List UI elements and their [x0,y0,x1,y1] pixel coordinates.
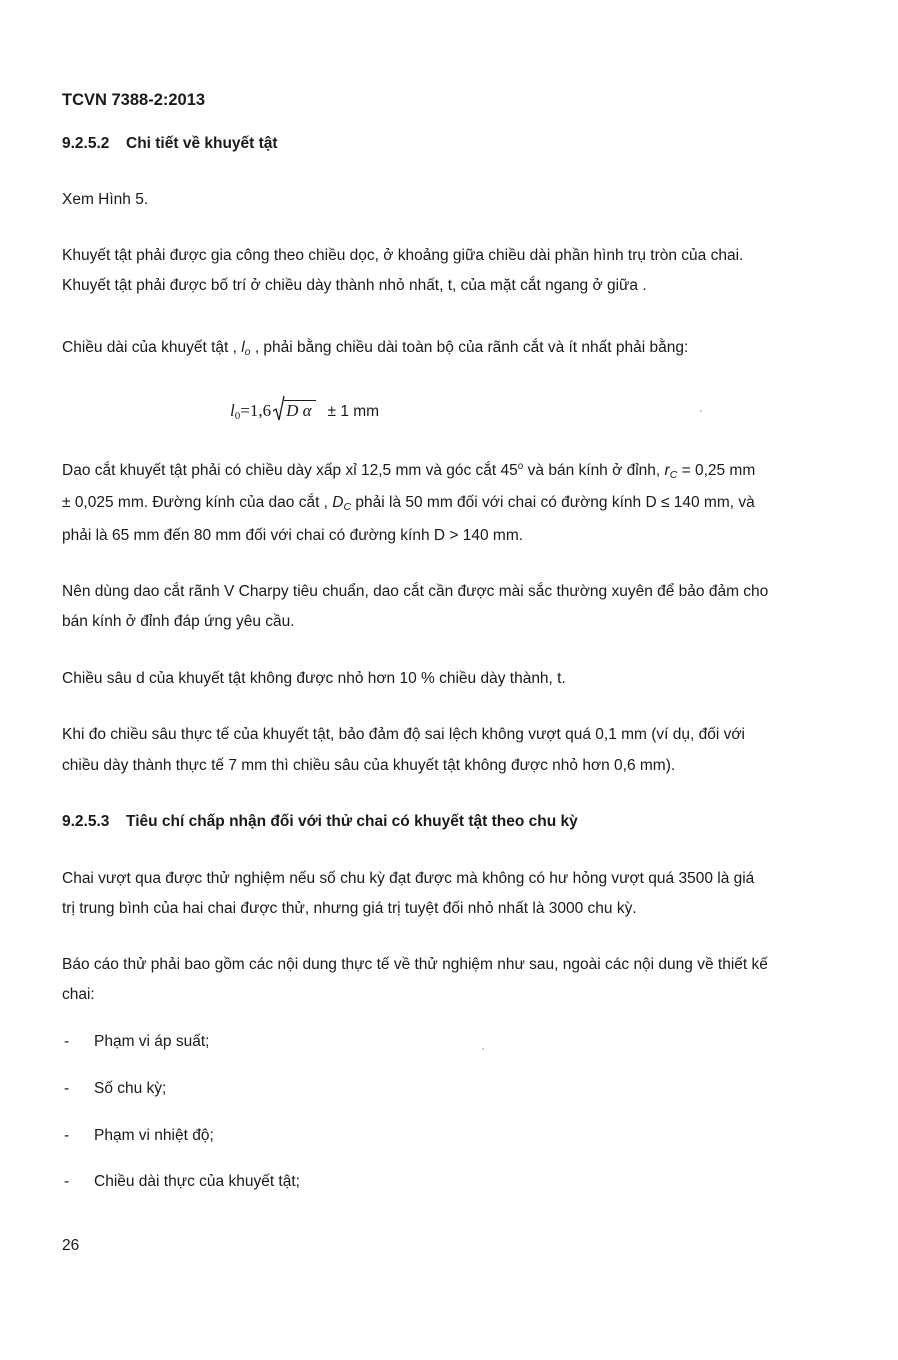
document-header: TCVN 7388-2:2013 [62,91,206,109]
list-bullet: - [64,1173,70,1190]
degree-superscript: o [517,461,524,472]
symbol-subscript: C [669,469,678,481]
symbol-subscript: C [343,501,352,513]
symbol-l: l [241,339,245,356]
list-bullet: - [64,1080,70,1097]
list-item-text: Chiều dài thực của khuyết tật; [94,1173,300,1190]
list-item [64,1120,214,1152]
list-item-text: Số chu kỳ; [94,1080,167,1097]
section-number: 9.2.5.3 [62,813,110,830]
paragraph-defect-position-line1: Khuyết tật phải được gia công theo chiều dọc, ở khoảng giữa chiều dài phần hình trụ tròn của chai. [62,247,744,264]
paragraph-depth: Chiều sâu d của khuyết tật không được nhỏ hơn 10 % chiều dày thành, t. [62,670,566,687]
paragraph-defect-position-line2: Khuyết tật phải được bố trí ở chiều dày thành nhỏ nhất, t, của mặt cắt ngang ở giữa . [62,277,647,294]
list-item [64,1073,166,1105]
formula-lhs: l [230,401,235,420]
list-item-text: Phạm vi áp suất; [94,1033,210,1050]
symbol-d: D [332,494,344,511]
formula-tolerance: ± 1 mm [327,403,380,420]
paragraph-acceptance-line2: trị trung bình của hai chai được thử, nhưng giá trị tuyệt đối nhỏ nhất là 3000 chu kỳ. [62,900,637,917]
list-item [64,1026,209,1058]
paragraph-cutter-line1 [62,451,837,491]
formula-coefficient: =1,6 [240,401,272,420]
symbol-subscript: o [244,346,251,358]
paragraph-report-line2: chai: [62,986,95,1003]
text-segment: , phải bằng chiều dài toàn bộ của rãnh cắt và ít nhất phải bằng: [250,339,689,356]
section-heading-9-2-5-3 [62,806,837,838]
list-bullet: - [64,1127,70,1144]
paragraph-report-line1: Báo cáo thử phải bao gồm các nội dung thực tế về thử nghiệm như sau, ngoài các nội dung về thiết kế [62,956,768,973]
defect-length-formula [230,394,379,433]
formula-lhs-subscript: 0 [234,410,241,422]
paragraph-measure-line1: Khi đo chiều sâu thực tế của khuyết tật, bảo đảm độ sai lệch không vượt quá 0,1 mm (ví dụ, đối với [62,726,745,743]
paragraph-charpy-line2: bán kính ở đỉnh đáp ứng yêu cầu. [62,613,295,630]
section-title: Chi tiết về khuyết tật [126,135,278,152]
page-number: 26 [62,1237,80,1254]
scan-speck [700,410,702,412]
paragraph-acceptance-line1: Chai vượt qua được thử nghiệm nếu số chu kỳ đạt được mà không có hư hỏng vượt quá 3500 là giá [62,870,755,887]
symbol-r: r [664,462,670,479]
text-segment: ± 0,025 mm. Đường kính của dao cắt , [62,494,333,511]
formula-radicand: D α [284,400,315,420]
radical-sign-icon [273,396,285,422]
section-number: 9.2.5.2 [62,135,110,152]
paragraph-defect-length [62,332,837,368]
list-bullet: - [64,1033,70,1050]
list-item-text: Phạm vi nhiệt độ; [94,1127,214,1144]
text-segment: Chiều dài của khuyết tật , [62,339,242,356]
text-segment: phải là 50 mm đối với chai có đường kính D ≤ 140 mm, và [351,494,755,511]
paragraph-cutter-line2 [62,487,837,523]
text-segment: = 0,25 mm [677,462,756,479]
text-segment: và bán kính ở đỉnh, [523,462,665,479]
paragraph-measure-line2: chiều dày thành thực tế 7 mm thì chiều sâu của khuyết tật không được nhỏ hơn 0,6 mm). [62,757,676,774]
paragraph-see-figure: Xem Hình 5. [62,191,149,208]
list-item [64,1166,300,1198]
scan-speck [482,1048,484,1050]
text-segment: Dao cắt khuyết tật phải có chiều dày xấp xỉ 12,5 mm và góc cắt 45 [62,462,518,479]
section-heading-9-2-5-2 [62,128,837,160]
paragraph-cutter-line3: phải là 65 mm đến 80 mm đối với chai có đường kính D > 140 mm. [62,527,524,544]
paragraph-charpy-line1: Nên dùng dao cắt rãnh V Charpy tiêu chuẩn, dao cắt cần được mài sắc thường xuyên để bảo đảm cho [62,583,769,600]
section-title: Tiêu chí chấp nhận đối với thử chai có khuyết tật theo chu kỳ [126,813,578,830]
square-root [273,394,315,428]
